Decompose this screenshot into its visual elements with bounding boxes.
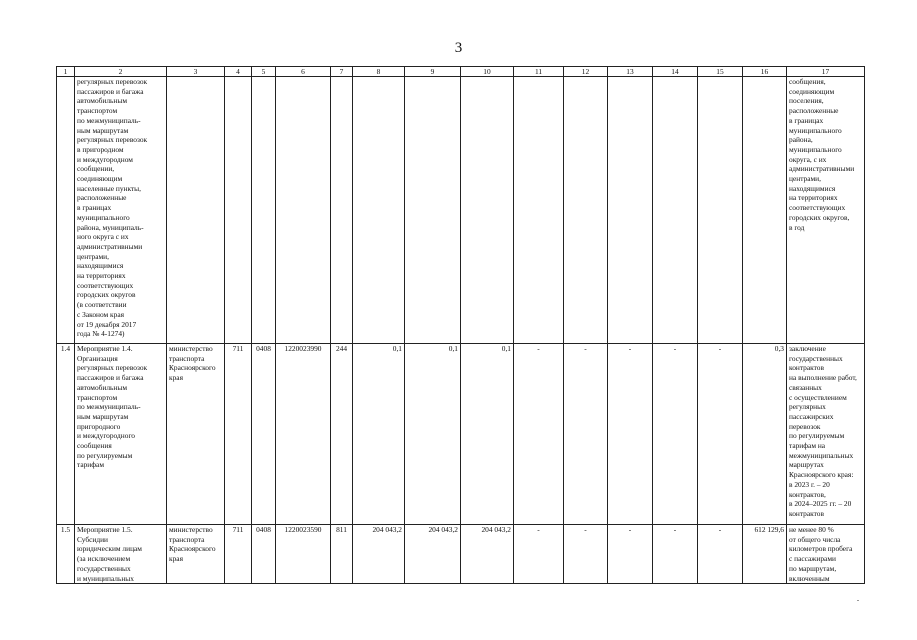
page-number: 3 [454,40,463,56]
amount-year-2: 0,1 [405,344,461,525]
amount-year-3: 204 043,2 [461,525,514,584]
column-number: 8 [353,67,405,77]
column-number: 2 [75,67,167,77]
column-number: 13 [608,67,653,77]
expense-type: 244 [331,344,353,525]
amount-col-14: - [653,525,698,584]
target-article [276,77,331,344]
table-row [57,344,865,525]
expense-type [331,77,353,344]
amount-year-1 [353,77,405,344]
amount-year-3: 0,1 [461,344,514,525]
grbs-code: 711 [225,344,252,525]
amount-total: 612 129,6 [743,525,787,584]
amount-year-2 [405,77,461,344]
amount-col-15: - [698,525,743,584]
section-code: 0408 [252,344,276,525]
item-number: 1.5 [57,525,75,584]
amount-col-12 [564,77,608,344]
column-number: 5 [252,67,276,77]
amount-col-14 [653,77,698,344]
activity-name: Мероприятие 1.4. Организация регулярных перевозок пассажиров и багажа автомобильным транспортом по межмуниципаль- ным маршрутам пригородного и междугородного сообщения по регулируемым тарифам [75,344,167,525]
amount-col-15: - [698,344,743,525]
responsible-body: министерство транспорта Красноярского края [167,344,225,525]
amount-col-12: - [564,525,608,584]
expected-result: сообщения, соединяющим поселения, расположенные в границах муниципального района, муниципального округа, с их административными центрами, находящимися на территориях соответствующих городских округов, в год [787,77,865,344]
column-number-row [57,67,865,77]
activity-name: регулярных перевозок пассажиров и багажа автомобильным транспортом по межмуниципаль- ным маршрутам регулярных перевозок в пригородном и междугородном сообщении, соединяющим населенные пункты, расположенные в границах муниципального района, муниципаль- ного округа с их административными центрами, находящимися на территориях соответствующих городских округов (в соответствии с Законом края от 19 декабря 2017 года № 4-1274) [75,77,167,344]
column-number: 3 [167,67,225,77]
responsible-body [167,77,225,344]
grbs-code [225,77,252,344]
item-number [57,77,75,344]
amount-col-13: - [608,525,653,584]
amount-col-11: - [514,344,564,525]
amount-col-12: - [564,344,608,525]
amount-col-11: - [514,525,564,584]
column-number: 16 [743,67,787,77]
amount-year-3 [461,77,514,344]
amount-col-13 [608,77,653,344]
scan-speck [857,600,859,601]
amount-total: 0,3 [743,344,787,525]
table-row [57,525,865,584]
column-number: 9 [405,67,461,77]
target-article: 1220023990 [276,344,331,525]
activity-name: Мероприятие 1.5. Субсидии юридическим лицам (за исключением государственных и муниципальных [75,525,167,584]
column-number: 6 [276,67,331,77]
column-number: 17 [787,67,865,77]
grbs-code: 711 [225,525,252,584]
amount-col-14: - [653,344,698,525]
expected-result: не менее 80 % от общего числа километров пробега с пассажирами по маршрутам, включенным [787,525,865,584]
amount-total [743,77,787,344]
column-number: 12 [564,67,608,77]
expense-type: 811 [331,525,353,584]
responsible-body: министерство транспорта Красноярского края [167,525,225,584]
amount-year-1: 0,1 [353,344,405,525]
section-code: 0408 [252,525,276,584]
column-number: 4 [225,67,252,77]
section-code [252,77,276,344]
column-number: 14 [653,67,698,77]
amount-col-11 [514,77,564,344]
expected-result: заключение государственных контрактов на выполнение работ, связанных с осуществлением регулярных пассажирских перевозок по регулируемым тарифам на межмуниципальных маршрутах Красноярского края: в 2023 г. – 20 контрактов, в 2024–2025 гг. – 20 контрактов [787,344,865,525]
column-number: 1 [57,67,75,77]
program-activities-table [56,66,865,584]
table-row-continuation [57,77,865,344]
amount-year-1: 204 043,2 [353,525,405,584]
target-article: 1220023590 [276,525,331,584]
item-number: 1.4 [57,344,75,525]
column-number: 10 [461,67,514,77]
amount-col-15 [698,77,743,344]
column-number: 7 [331,67,353,77]
amount-year-2: 204 043,2 [405,525,461,584]
column-number: 15 [698,67,743,77]
column-number: 11 [514,67,564,77]
amount-col-13: - [608,344,653,525]
